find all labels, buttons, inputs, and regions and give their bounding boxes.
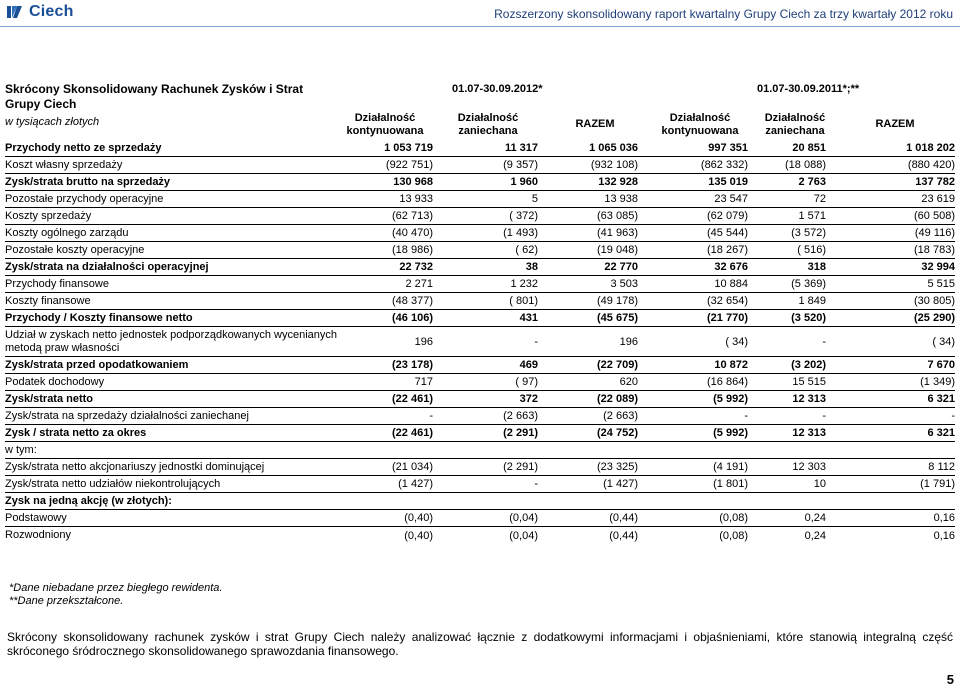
- explanatory-note: Skrócony skonsolidowany rachunek zysków i strat Grupy Ciech należy analizować łącznie z dodatkowymi informacjami i objaśnieniami, które stanowią integralną część skróconego śródrocznego skonsolidowanego sprawozdania finansowego.: [7, 630, 953, 658]
- row-label: Udział w zyskach netto jednostek podporządkowanych wycenianych metodą praw własności: [5, 328, 338, 354]
- row-value: (0,44): [609, 512, 638, 524]
- row-label: Podstawowy: [5, 511, 67, 524]
- row-value: (22 461): [392, 427, 433, 439]
- footnote: **Dane przekształcone.: [9, 595, 124, 607]
- row-value: 469: [519, 359, 538, 371]
- row-label: Rozwodniony: [5, 529, 72, 541]
- row-value: 1 960: [510, 176, 538, 188]
- row-value: ( 801): [509, 295, 538, 307]
- row-label: Zysk / strata netto za okres: [5, 426, 147, 439]
- page-header: [0, 0, 960, 26]
- row-value: 12 303: [792, 461, 826, 473]
- document-title: Rozszerzony skonsolidowany raport kwartalny Grupy Ciech za trzy kwartały 2012 roku: [494, 7, 953, 21]
- row-value: 132 928: [598, 176, 638, 188]
- row-value: (30 805): [914, 295, 955, 307]
- row-value: (0,08): [719, 512, 748, 524]
- row-value: 130 968: [393, 176, 433, 188]
- row-value: (0,08): [719, 529, 748, 542]
- row-value: ( 516): [797, 244, 826, 256]
- row-value: 22 770: [604, 261, 638, 273]
- table-row: [5, 208, 955, 225]
- row-label: w tym:: [5, 443, 37, 456]
- table-row: [5, 425, 955, 442]
- row-value: (24 752): [597, 427, 638, 439]
- row-label: Koszty ogólnego zarządu: [5, 226, 129, 239]
- row-value: (22 461): [392, 393, 433, 405]
- row-value: (880 420): [907, 159, 955, 171]
- row-value: 15 515: [792, 376, 826, 388]
- row-value: (0,04): [509, 512, 538, 524]
- row-value: 22 732: [399, 261, 433, 273]
- row-value: (922 751): [385, 159, 433, 171]
- row-value: 1 018 202: [906, 142, 955, 154]
- row-value: 196: [414, 335, 433, 348]
- row-value: (862 332): [700, 159, 748, 171]
- row-value: -: [429, 410, 433, 422]
- row-value: 38: [525, 261, 538, 273]
- table-row: [5, 259, 955, 276]
- row-value: (18 267): [707, 244, 748, 256]
- row-value: ( 34): [725, 335, 748, 348]
- row-value: (16 864): [707, 376, 748, 388]
- row-label: Zysk/strata brutto na sprzedaży: [5, 175, 171, 188]
- row-value: 5: [531, 193, 538, 205]
- row-value: 997 351: [708, 142, 748, 154]
- row-label: Zysk/strata na działalności operacyjnej: [5, 260, 209, 273]
- row-value: (18 088): [785, 159, 826, 171]
- row-value: (62 079): [707, 210, 748, 222]
- row-label: Zysk/strata przed opodatkowaniem: [5, 358, 189, 371]
- row-value: 717: [414, 376, 433, 388]
- table-row: [5, 191, 955, 208]
- statement-rows: [5, 140, 955, 544]
- row-value: 10 884: [714, 278, 748, 290]
- footnotes: [9, 582, 222, 608]
- row-value: 10 872: [714, 359, 748, 371]
- row-label: Pozostałe koszty operacyjne: [5, 243, 145, 256]
- table-row: [5, 391, 955, 408]
- row-value: (46 106): [392, 312, 433, 324]
- row-value: (5 369): [791, 278, 826, 290]
- column-header: Działalność zaniechana: [457, 112, 519, 137]
- row-value: (0,04): [509, 529, 538, 542]
- row-value: 23 619: [921, 193, 955, 205]
- row-value: ( 97): [515, 376, 538, 388]
- row-value: (1 349): [920, 376, 955, 388]
- table-row: [5, 140, 955, 157]
- row-value: (18 986): [392, 244, 433, 256]
- row-label: Koszty finansowe: [5, 294, 91, 307]
- row-label: Koszt własny sprzedaży: [5, 158, 123, 171]
- row-value: ( 34): [932, 335, 955, 348]
- statement-title: Skrócony Skonsolidowany Rachunek Zysków i Strat Grupy Ciech: [5, 82, 304, 111]
- row-value: 1 065 036: [589, 142, 638, 154]
- row-value: (63 085): [597, 210, 638, 222]
- row-label: Zysk na jedną akcję (w złotych):: [5, 494, 172, 507]
- row-value: (45 675): [597, 312, 638, 324]
- row-value: (1 801): [713, 478, 748, 490]
- row-label: Zysk/strata netto udziałów niekontrolujących: [5, 477, 221, 490]
- row-value: 10: [813, 478, 826, 490]
- row-value: (1 427): [603, 478, 638, 490]
- row-value: 6 321: [927, 427, 955, 439]
- row-label: Przychody finansowe: [5, 277, 109, 290]
- row-value: 372: [519, 393, 538, 405]
- row-value: (48 377): [392, 295, 433, 307]
- row-value: (5 992): [713, 427, 748, 439]
- row-value: 8 112: [928, 461, 955, 473]
- row-value: 620: [619, 376, 638, 388]
- row-value: -: [744, 410, 748, 422]
- table-row: [5, 476, 955, 493]
- row-value: 12 313: [792, 427, 826, 439]
- row-value: (23 178): [392, 359, 433, 371]
- row-value: (62 713): [392, 210, 433, 222]
- row-value: 11 317: [504, 142, 538, 154]
- logo-text: Ciech: [29, 3, 74, 20]
- row-value: (23 325): [597, 461, 638, 473]
- row-label: Pozostałe przychody operacyjne: [5, 192, 164, 205]
- row-value: 0,16: [933, 529, 955, 542]
- row-value: 0,16: [933, 512, 955, 524]
- row-value: (49 178): [597, 295, 638, 307]
- table-row: [5, 157, 955, 174]
- row-value: 7 670: [927, 359, 955, 371]
- period-current: 01.07-30.09.2012*: [452, 83, 543, 95]
- row-value: (60 508): [914, 210, 955, 222]
- row-value: 13 938: [604, 193, 638, 205]
- row-value: (5 992): [713, 393, 748, 405]
- row-value: (41 963): [597, 227, 638, 239]
- row-value: (25 290): [914, 312, 955, 324]
- row-value: ( 372): [509, 210, 538, 222]
- row-value: 1 849: [798, 295, 826, 307]
- row-value: -: [822, 335, 826, 348]
- row-value: 6 321: [927, 393, 955, 405]
- table-row: [5, 527, 955, 544]
- row-value: (1 791): [920, 478, 955, 490]
- row-value: 12 313: [792, 393, 826, 405]
- column-header: RAZEM: [875, 118, 915, 130]
- row-value: (4 191): [713, 461, 748, 473]
- table-row: [5, 225, 955, 242]
- row-value: 13 933: [399, 193, 433, 205]
- row-value: 2 271: [405, 278, 433, 290]
- row-value: 72: [813, 193, 826, 205]
- row-value: (0,44): [609, 529, 638, 542]
- page-number: 5: [946, 672, 954, 687]
- row-value: (45 544): [707, 227, 748, 239]
- row-value: 196: [619, 335, 638, 348]
- row-label: Zysk/strata na sprzedaży działalności zaniechanej: [5, 409, 249, 422]
- row-label: Zysk/strata netto: [5, 392, 94, 405]
- row-label: Podatek dochodowy: [5, 375, 105, 388]
- row-value: (1 493): [503, 227, 538, 239]
- ciech-logo: [6, 3, 74, 21]
- row-value: (2 291): [503, 427, 538, 439]
- statement-unit: w tysiącach złotych: [5, 116, 100, 128]
- column-header: Działalność kontynuowana: [346, 112, 424, 137]
- row-value: 0,24: [804, 529, 826, 542]
- row-value: 23 547: [714, 193, 748, 205]
- table-row: [5, 510, 955, 527]
- row-value: (3 202): [791, 359, 826, 371]
- row-value: 32 676: [714, 261, 748, 273]
- row-label: Zysk/strata netto akcjonariuszy jednostki dominującej: [5, 460, 265, 473]
- footnote: *Dane niebadane przez biegłego rewidenta.: [9, 582, 223, 594]
- row-value: (0,40): [404, 529, 433, 542]
- row-label: Przychody netto ze sprzedaży: [5, 141, 162, 154]
- row-value: 0,24: [804, 512, 826, 524]
- row-value: 20 851: [792, 142, 826, 154]
- column-header: RAZEM: [575, 118, 615, 130]
- row-label: Przychody / Koszty finansowe netto: [5, 311, 193, 324]
- row-value: (932 108): [590, 159, 638, 171]
- period-prior: 01.07-30.09.2011*;**: [757, 83, 860, 95]
- row-value: (0,40): [404, 512, 433, 524]
- row-value: (32 654): [707, 295, 748, 307]
- row-value: -: [822, 410, 826, 422]
- row-value: (2 663): [503, 410, 538, 422]
- row-value: (22 089): [597, 393, 638, 405]
- row-value: (2 663): [603, 410, 638, 422]
- row-value: 3 503: [610, 278, 638, 290]
- row-value: (9 357): [503, 159, 538, 171]
- row-value: (18 783): [914, 244, 955, 256]
- row-value: (1 427): [398, 478, 433, 490]
- row-value: ( 62): [515, 244, 538, 256]
- row-value: (3 572): [791, 227, 826, 239]
- row-value: 137 782: [915, 176, 955, 188]
- row-value: (21 034): [392, 461, 433, 473]
- row-value: -: [534, 335, 538, 348]
- row-value: 2 763: [798, 176, 826, 188]
- table-row: [5, 408, 955, 425]
- table-row: [5, 242, 955, 259]
- table-row: [5, 459, 955, 476]
- row-value: -: [951, 410, 955, 422]
- row-label: Koszty sprzedaży: [5, 209, 92, 222]
- row-value: 1 571: [798, 210, 826, 222]
- table-row: [5, 442, 955, 459]
- header-rule: [0, 26, 960, 27]
- row-value: (19 048): [597, 244, 638, 256]
- row-value: (22 709): [597, 359, 638, 371]
- row-value: -: [534, 478, 538, 490]
- row-value: 318: [807, 261, 826, 273]
- ciech-logo-icon: [6, 4, 26, 20]
- column-header: Działalność zaniechana: [764, 112, 826, 137]
- row-value: (21 770): [707, 312, 748, 324]
- table-row: [5, 357, 955, 374]
- column-header: Działalność kontynuowana: [661, 112, 739, 137]
- row-value: 1 232: [510, 278, 538, 290]
- table-row: [5, 276, 955, 293]
- row-value: (49 116): [914, 227, 955, 239]
- table-row: [5, 493, 955, 510]
- row-value: 1 053 719: [384, 142, 433, 154]
- table-row: [5, 293, 955, 310]
- table-row: [5, 310, 955, 327]
- row-value: 431: [519, 312, 538, 324]
- table-row: [5, 174, 955, 191]
- row-value: (3 520): [791, 312, 826, 324]
- row-value: (40 470): [392, 227, 433, 239]
- table-row: [5, 327, 955, 357]
- row-value: (2 291): [503, 461, 538, 473]
- row-value: 5 515: [927, 278, 955, 290]
- row-value: 135 019: [708, 176, 748, 188]
- row-value: 32 994: [921, 261, 955, 273]
- table-row: [5, 374, 955, 391]
